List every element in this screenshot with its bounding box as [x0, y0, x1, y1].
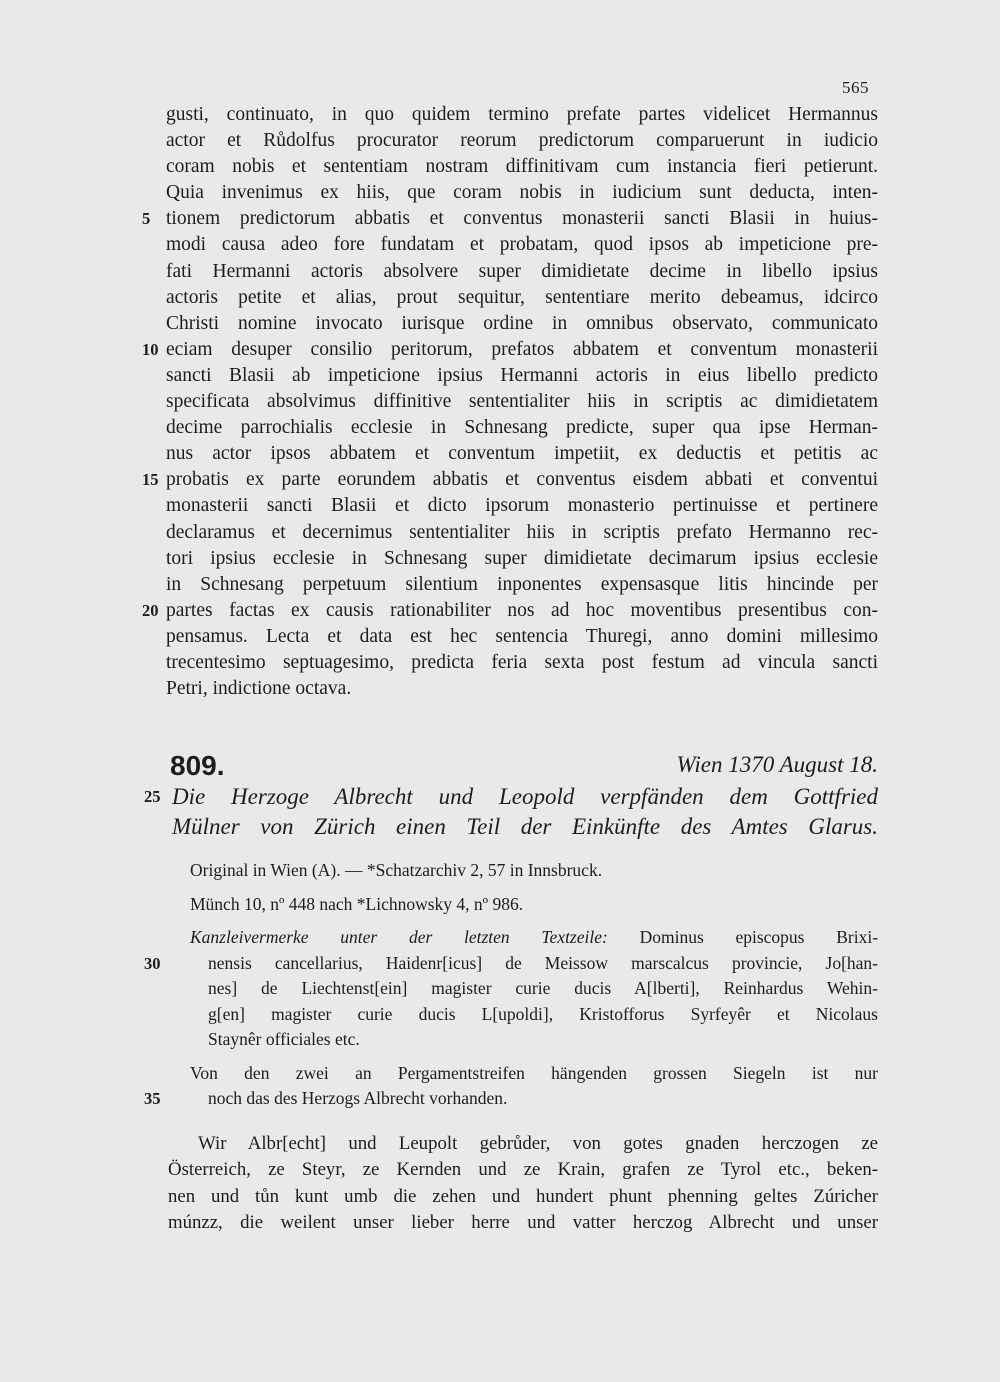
line-number: 15	[142, 470, 159, 490]
text-line: tori ipsius ecclesie in Schnesang super dimidietate decimarum ipsius ecclesie	[166, 547, 878, 569]
text-line: coram nobis et sententiam nostram diffinitivam cum instancia fieri petierunt.	[166, 156, 878, 178]
text-line: monasterii sancti Blasii et dicto ipsorum monasterio pertinuisse et pertinere	[166, 495, 878, 517]
text-line: sancti Blasii ab impeticione ipsius Hermanni actoris in eius libello predicto	[166, 364, 878, 386]
charter-text-line: nen und tůn kunt umb die zehen und hundert phunt phenning geltes Zúricher	[168, 1185, 878, 1207]
text-line: declaramus et decernimus sententialiter hiis in scriptis prefato Hermanno rec-	[166, 521, 878, 543]
chancery-line: Kanzleivermerke unter der letzten Textzeile: Dominus episcopus Brixi-	[190, 927, 879, 947]
text-line: decime parrochialis ecclesie in Schnesang predicte, super qua ipse Herman-	[166, 417, 878, 439]
text-line: pensamus. Lecta et data est hec sentencia Thuregi, anno domini millesimo	[166, 625, 878, 647]
charter-text-line: Österreich, ze Steyr, ze Kernden und ze Krain, grafen ze Tyrol etc., beken-	[168, 1159, 878, 1181]
text-line: Christi nomine invocato iurisque ordine in omnibus observato, communicato	[166, 312, 878, 334]
text-line: 20 partes factas ex causis rationabiliter nos ad hoc moventibus presentibus con-	[166, 598, 878, 624]
seal-line: Von den zwei an Pergamentstreifen hängenden grossen Siegeln ist nur	[190, 1062, 878, 1083]
charter-notes	[144, 858, 879, 1120]
line-number: 10	[142, 339, 159, 359]
charter-place-date: Wien 1370 August 18.	[676, 752, 878, 777]
chancery-label: Kanzleivermerke unter der letzten Textzeile:	[190, 927, 608, 947]
seal-line: 35 noch das des Herzogs Albrecht vorhanden.	[190, 1086, 878, 1112]
regest-line: 25 Die Herzoge Albrecht und Leopold verpfänden dem Gottfried	[172, 782, 878, 812]
seal-note	[144, 1061, 878, 1112]
text-line: gusti, continuato, in quo quidem termino prefate partes videlicet Hermannus	[166, 104, 878, 125]
chancery-line: g[en] magister curie ducis L[upoldi], Kristofforus Syrfeyêr et Nicolaus	[208, 1003, 878, 1024]
text-line: Petri, indictione octava.	[166, 678, 352, 700]
text-line: 5 tionem predictorum abbatis et conventus monasterii sancti Blasii in huius-	[166, 206, 878, 232]
chancery-line: 30 nensis cancellarius, Haidenr[icus] de Meissow marscalcus provincie, Jo[han-	[190, 951, 878, 977]
chancery-note	[144, 925, 879, 1053]
regest-line: Mülner von Zürich einen Teil der Einkünfte des Amtes Glarus.	[172, 814, 878, 839]
text-line: actoris petite et alias, prout sequitur, sententiare merito debeamus, idcirco	[166, 286, 878, 308]
text-line: in Schnesang perpetuum silentium inponentes expensasque litis hincinde per	[166, 573, 878, 595]
text-line: modi causa adeo fore fundatam et probatam, quod ipsos ab impeticione pre-	[166, 234, 878, 256]
line-number: 20	[142, 600, 159, 620]
charter-number: 809.	[170, 750, 225, 781]
line-number: 35	[144, 1089, 161, 1108]
charter-text-line: Wir Albr[echt] und Leupolt gebrůder, von gotes gnaden herczogen ze	[198, 1133, 878, 1154]
text-line: 15 probatis ex parte eorundem abbatis et conventus eisdem abbati et conventui	[166, 467, 878, 493]
text-line: nus actor ipsos abbatem et conventum impetiit, ex deductis et petitis ac	[166, 443, 878, 465]
text-line: fati Hermanni actoris absolvere super dimidietate decime in libello ipsius	[166, 260, 878, 282]
text-line: 10 eciam desuper consilio peritorum, prefatos abbatem et conventum monasterii	[166, 337, 878, 363]
text-line: Quia invenimus ex hiis, que coram nobis in iudicium sunt deducta, inten-	[166, 182, 878, 204]
source-note: Original in Wien (A). — *Schatzarchiv 2, 57 in Innsbruck.	[190, 860, 603, 880]
line-number: 30	[144, 953, 161, 973]
chancery-line: nes] de Liechtenst[ein] magister curie ducis A[lberti], Reinhardus Wehin-	[208, 978, 878, 998]
text-line: specificata absolvimus diffinitive sententialiter hiis in scriptis ac dimidietatem	[166, 391, 878, 413]
preceding-text	[142, 102, 878, 702]
charter-regest	[144, 782, 878, 842]
page-number: 565	[842, 78, 869, 97]
charter-heading	[170, 750, 878, 784]
text-line: actor et Růdolfus procurator reorum predictorum comparuerunt in iudicio	[166, 130, 878, 152]
chancery-line: Staynêr officiales etc.	[208, 1029, 360, 1049]
print-note: Münch 10, nº 448 nach *Lichnowsky 4, nº 986.	[190, 893, 524, 914]
text-line: trecentesimo septuagesimo, predicta feria sexta post festum ad vincula sancti	[166, 651, 878, 673]
charter-text-line: múnzz, die weilent unser lieber herre und vatter herczog Albrecht und unser	[168, 1212, 878, 1234]
charter-text	[168, 1131, 878, 1237]
line-number: 5	[142, 209, 151, 229]
line-number: 25	[144, 787, 161, 806]
